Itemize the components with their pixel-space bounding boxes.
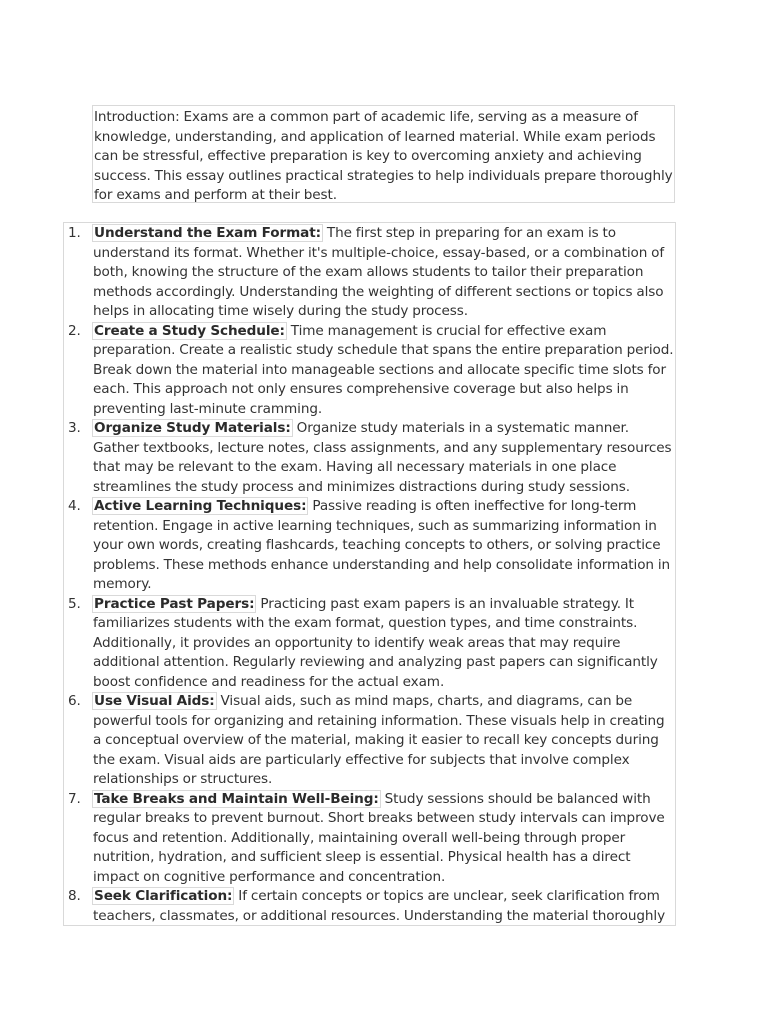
list-item: [64, 692, 675, 790]
list-item: [64, 419, 675, 497]
strategies-list: [64, 223, 675, 926]
list-item-text: Organize study materials in a systematic manner. Gather textbooks, lecture notes, class assignments, and any supplementary resources that may be relevant to the exam. Having all necessary materials in one place streamlines the study process and minimizes distractions during study sessions.: [93, 420, 672, 495]
list-item-term: Use Visual Aids:: [94, 693, 215, 709]
list-item-number: 2.: [68, 322, 81, 339]
list-item: [64, 497, 675, 595]
list-item: [64, 595, 675, 693]
list-item-text: Study sessions should be balanced with regular breaks to prevent burnout. Short breaks between study intervals can improve focus and retention. Additionally, maintaining overall well-being through proper nutrition, hydration, and sufficient sleep is essential. Physical health has a direct impact on cognitive performance and concentration.: [93, 790, 665, 885]
list-item: [64, 790, 675, 888]
list-item-number: 3.: [68, 420, 81, 436]
list-item-term: Organize Study Materials:: [94, 420, 291, 436]
list-item-text: Time management is crucial for effective exam preparation. Create a realistic study schedule that spans the entire preparation period. Break down the material into manageable sections and allocate specific time slots for each. This approach not only ensures comprehensive coverage but also helps in preventing last-minute cramming.: [93, 322, 674, 417]
list-item-number: 4.: [68, 498, 81, 514]
list-item-term: Seek Clarification:: [94, 888, 233, 904]
introduction-paragraph: [92, 105, 675, 203]
introduction-text: Introduction: Exams are a common part of academic life, serving as a measure of knowledge, understanding, and application of learned material. While exam periods can be stressful, effective preparation is key to overcoming anxiety and achieving success. This essay outlines practical strategies to help individuals prepare thoroughly for exams and perform at their best.: [94, 109, 673, 203]
list-item-text: Practicing past exam papers is an invaluable strategy. It familiarizes students with the exam format, question types, and time constraints. Additionally, it provides an opportunity to identify weak areas that may require additional attention. Regularly reviewing and analyzing past papers can significantly boost confidence and readiness for the actual exam.: [93, 595, 658, 690]
list-item: [64, 322, 675, 420]
list-item-term: Understand the Exam Format:: [94, 225, 321, 241]
list-item-number: 8.: [68, 888, 81, 904]
list-item-number: 5.: [68, 595, 81, 612]
list-item-number: 1.: [68, 225, 81, 241]
list-item-text: The first step in preparing for an exam is to understand its format. Whether it's multiple-choice, essay-based, or a combination of both, knowing the structure of the exam allows students to tailor their preparation methods accordingly. Understanding the weighting of different sections or topics also helps in allocating time wisely during the study process.: [93, 225, 665, 319]
list-item: [64, 224, 675, 322]
list-item-term: Take Breaks and Maintain Well-Being:: [94, 790, 379, 807]
list-item-number: 7.: [68, 790, 81, 807]
list-item-text: If certain concepts or topics are unclear, seek clarification from teachers, classmates, or additional resources. Understanding the material thoroughly: [93, 888, 666, 924]
list-item-number: 6.: [68, 693, 81, 709]
list-item-term: Practice Past Papers:: [94, 595, 255, 612]
list-item-text: Visual aids, such as mind maps, charts, and diagrams, can be powerful tools for organizing and retaining information. These visuals help in creating a conceptual overview of the material, making it easier to recall key concepts during the exam. Visual aids are particularly effective for subjects that involve complex relationships or structures.: [93, 693, 665, 787]
list-item-term: Create a Study Schedule:: [94, 322, 285, 339]
strategies-list-container: [63, 222, 676, 926]
list-item: [64, 887, 675, 926]
list-item-term: Active Learning Techniques:: [94, 498, 307, 514]
list-item-text: Passive reading is often ineffective for long-term retention. Engage in active learning techniques, such as summarizing information in your own words, creating flashcards, teaching concepts to others, or solving practice problems. These methods enhance understanding and help consolidate information in memory.: [93, 498, 671, 592]
